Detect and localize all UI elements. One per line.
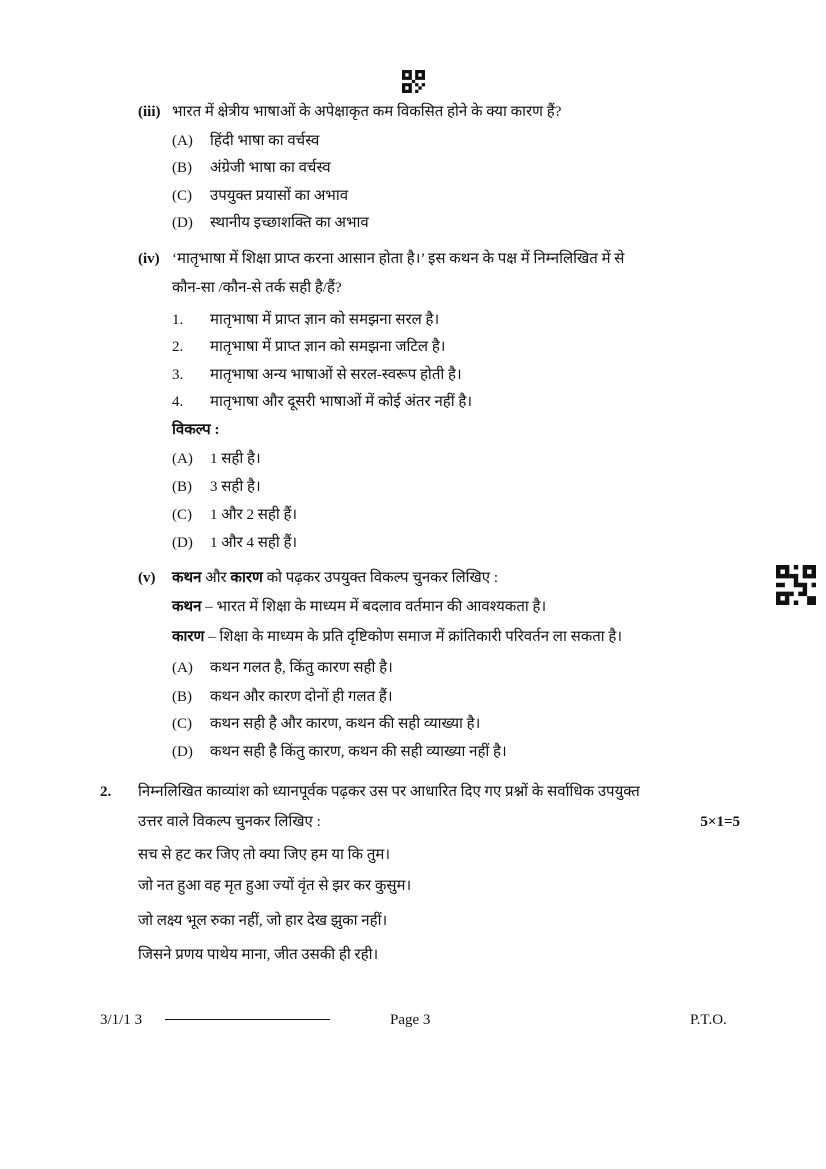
statement-text: मातृभाषा में प्राप्त ज्ञान को समझना सरल है।: [210, 312, 440, 328]
option-text: कथन सही है किंतु कारण, कथन की सही व्याख्या नहीं है।: [210, 744, 507, 760]
poem-line: जिसने प्रणय पाथेय माना, जीत उसकी ही रही।: [138, 947, 379, 963]
question-text: कौन-सा /कौन-से तर्क सही है/हैं?: [172, 280, 342, 296]
option-label: (D): [172, 535, 193, 551]
option-label: (D): [172, 215, 193, 231]
assertion-text: – भारत में शिक्षा के माध्यम में बदलाव वर्तमान की आवश्यकता है।: [201, 599, 547, 615]
option-text: उपयुक्त प्रयासों का अभाव: [210, 188, 349, 204]
qr-code-icon: [776, 565, 816, 605]
option-text: 3 सही है।: [210, 479, 261, 495]
reason-text: – शिक्षा के माध्यम के प्रति दृष्टिकोण समाज में क्रांतिकारी परिवर्तन ला सकता है।: [204, 629, 623, 645]
option-label: (C): [172, 507, 192, 523]
question-text: भारत में क्षेत्रीय भाषाओं के अपेक्षाकृत कम विकसित होने के क्या कारण हैं?: [172, 104, 562, 120]
options-heading: विकल्प :: [172, 422, 220, 438]
assertion: [172, 597, 546, 617]
option-text: 1 सही है।: [210, 451, 261, 467]
qr-code-icon: [402, 70, 425, 93]
page-number: Page 3: [390, 1012, 431, 1028]
question-number: (iv): [138, 251, 160, 267]
statement-text: मातृभाषा और दूसरी भाषाओं में कोई अंतर नहीं है।: [210, 394, 473, 410]
poem-line: जो नत हुआ वह मृत हुआ ज्यों वृंत से झर कर कुसुम।: [138, 878, 412, 894]
statement-label: 1.: [172, 312, 184, 328]
statement-text: मातृभाषा में प्राप्त ज्ञान को समझना जटिल है।: [210, 339, 446, 355]
statement-label: 4.: [172, 394, 184, 410]
option-text: 1 और 2 सही हैं।: [210, 507, 298, 523]
paper-code: 3/1/1 3: [100, 1012, 143, 1028]
question-text: [172, 568, 498, 588]
pto-label: P.T.O.: [690, 1012, 727, 1028]
statement-text: मातृभाषा अन्य भाषाओं से सरल-स्वरूप होती है।: [210, 367, 462, 383]
instruction-text: को पढ़कर उपयुक्त विकल्प चुनकर लिखिए :: [262, 570, 498, 586]
option-label: (B): [172, 160, 192, 176]
and-word: और: [201, 570, 231, 586]
question-number: (iii): [138, 104, 161, 120]
question-text: ‘मातृभाषा में शिक्षा प्राप्त करना आसान होता है।’ इस कथन के पक्ष में निम्नलिखित में से: [172, 251, 625, 267]
option-label: (A): [172, 451, 193, 467]
option-label: (B): [172, 689, 192, 705]
question-text: उत्तर वाले विकल्प चुनकर लिखिए :: [138, 814, 321, 830]
option-text: कथन सही है और कारण, कथन की सही व्याख्या है।: [210, 716, 481, 732]
poem-line: सच से हट कर जिए तो क्या जिए हम या कि तुम।: [138, 847, 391, 863]
option-label: (D): [172, 744, 193, 760]
karan-word: कारण: [230, 570, 263, 586]
question-number: 2.: [100, 784, 112, 800]
option-label: (C): [172, 188, 192, 204]
option-text: 1 और 4 सही हैं।: [210, 535, 298, 551]
reason: [172, 627, 622, 647]
option-label: (B): [172, 479, 192, 495]
option-text: अंग्रेजी भाषा का वर्चस्व: [210, 160, 331, 176]
footer-rule: [165, 1019, 330, 1020]
option-text: कथन और कारण दोनों ही गलत हैं।: [210, 689, 393, 705]
poem-line: जो लक्ष्य भूल रुका नहीं, जो हार देख झुका नहीं।: [138, 913, 388, 929]
marks: 5×1=5: [700, 814, 740, 830]
option-label: (C): [172, 716, 192, 732]
assertion-label: कथन: [172, 599, 202, 615]
option-text: कथन गलत है, किंतु कारण सही है।: [210, 660, 393, 676]
kathan-word: कथन: [172, 570, 202, 586]
statement-label: 2.: [172, 339, 184, 355]
option-label: (A): [172, 660, 193, 676]
option-text: हिंदी भाषा का वर्चस्व: [210, 133, 320, 149]
option-text: स्थानीय इच्छाशक्ति का अभाव: [210, 215, 369, 231]
option-label: (A): [172, 133, 193, 149]
question-text: निम्नलिखित काव्यांश को ध्यानपूर्वक पढ़कर उस पर आधारित दिए गए प्रश्नों के सर्वाधिक उपयुक्त: [138, 784, 640, 800]
reason-label: कारण: [172, 629, 205, 645]
question-number: (v): [138, 570, 156, 586]
statement-label: 3.: [172, 367, 184, 383]
